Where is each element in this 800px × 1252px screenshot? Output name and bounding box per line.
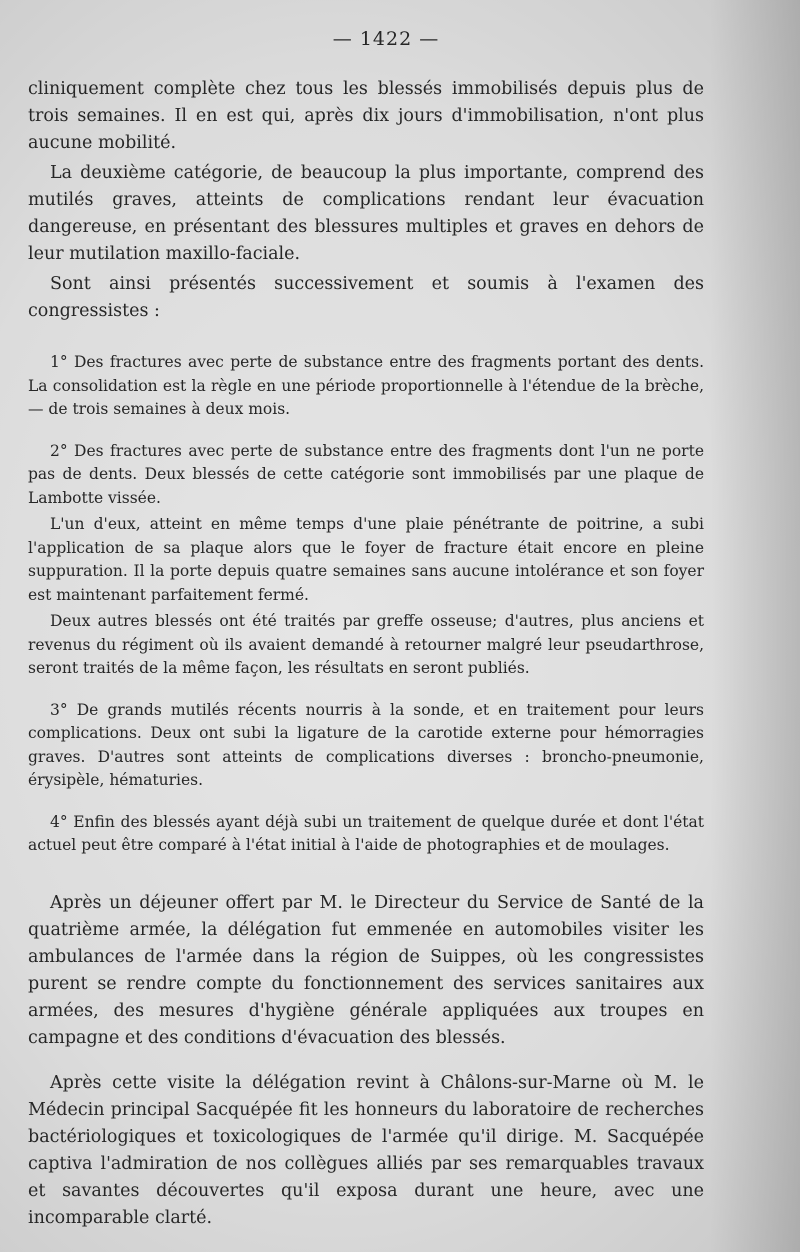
item-3: 3° De grands mutilés récents nourris à la sonde, et en traitement pour leurs complications. Deux ont subi la ligature de la carotide externe pour hémorragies graves. D'autres sont atteints de complications diverses : broncho-pneumonie, érysipèle, hématuries.	[28, 700, 704, 789]
item-2-detail-2: Deux autres blessés ont été traités par greffe osseuse; d'autres, plus anciens et revenus du régiment où ils avaient demandé à retourner malgré leur pseudarthrose, seront traités de la même façon, les résultats en seront publiés.	[28, 612, 704, 677]
item-2-detail-1: L'un d'eux, atteint en même temps d'une plaie pénétrante de poitrine, a subi l'application de sa plaque alors que le foyer de fracture était encore en pleine suppuration. Il la porte depuis quatre semaines sans aucune intolérance et son foyer est maintenant parfaitement fermé.	[28, 515, 704, 604]
paragraph-laboratory: Après cette visite la délégation revint à Châlons-sur-Marne où M. le Médecin principal Sacquépée fit les honneurs du laboratoire de recherches bactériologiques et toxicologiques de l'armée qu'il dirige. M. Sacquépée captiva l'admiration de nos collègues alliés par ses remarquables travaux et savantes découvertes qu'il exposa durant une heure, avec une incomparable clarté.	[28, 1072, 704, 1228]
item-1: 1° Des fractures avec perte de substance entre des fragments portant des dents. La consolidation est la règle en une période proportionnelle à l'étendue de la brèche, — de trois semaines à deux mois.	[28, 353, 704, 418]
paragraph-2: La deuxième catégorie, de beaucoup la plus importante, comprend des mutilés graves, atteints de complications rendant leur évacuation dangereuse, en présentant des blessures multiples et graves en dehors de leur mutilation maxillo-faciale.	[28, 163, 704, 264]
paragraph-1: cliniquement complète chez tous les blessés immobilisés depuis plus de trois semaines. Il en est qui, après dix jours d'immobilisation, n'ont plus aucune mobilité.	[28, 79, 704, 153]
page-number: — 1422 —	[332, 28, 440, 50]
item-2: 2° Des fractures avec perte de substance entre des fragments dont l'un ne porte pas de dents. Deux blessés de cette catégorie sont immobilisés par une plaque de Lambotte vissée.	[28, 441, 704, 507]
item-4: 4° Enfin des blessés ayant déjà subi un traitement de quelque durée et dont l'état actuel peut être comparé à l'état initial à l'aide de photographies et de moulages.	[28, 812, 704, 854]
paragraph-visit: Après un déjeuner offert par M. le Directeur du Service de Santé de la quatrième armée, la délégation fut emmenée en automobiles visiter les ambulances de l'armée dans la région de Suippes, où les congressistes purent se rendre compte du fonctionnement des services sanitaires aux armées, des mesures d'hygiène générale appliquées aux troupes en campagne et des conditions d'évacuation des blessés.	[28, 892, 704, 1048]
paragraph-3: Sont ainsi présentés successivement et soumis à l'examen des congressistes :	[28, 274, 704, 321]
